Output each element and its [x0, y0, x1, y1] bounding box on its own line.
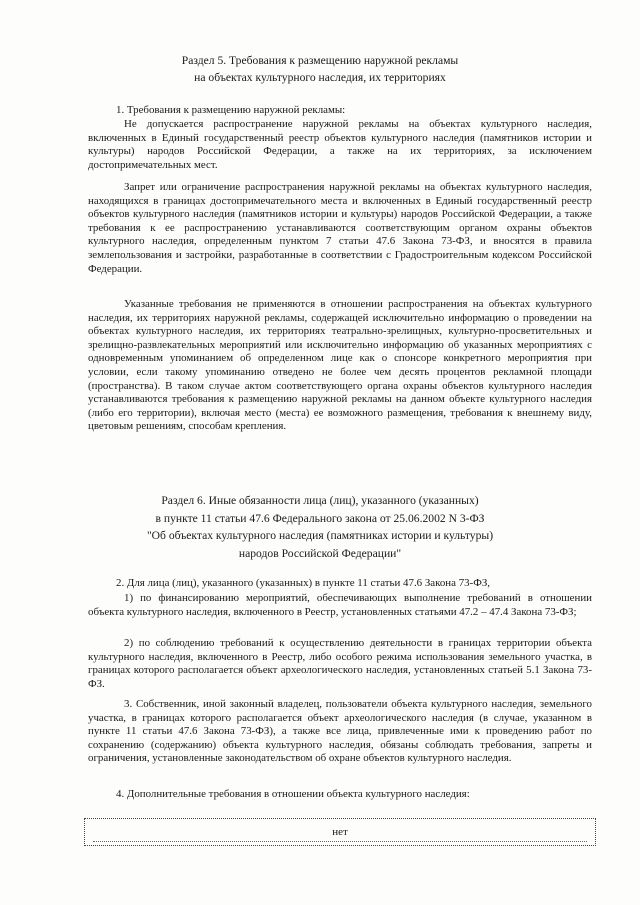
section6-item2-sub2: 2) по соблюдению требований к осуществлению деятельности в границах территории объекта культурного наследия, включенного в Реестр, либо особого режима использования земельного участка, в границах которого располагается объект археологического наследия, установленных статьей 5.1 Закона 73-ФЗ. — [88, 637, 592, 690]
additional-requirements-value: нет — [332, 826, 348, 838]
section6-item2-heading: 2. Для лица (лиц), указанного (указанных) в пункте 11 статьи 47.6 Закона 73-ФЗ, — [116, 577, 490, 589]
additional-requirements-field — [84, 818, 596, 846]
section5-heading — [0, 52, 640, 86]
section5-paragraph-3: Указанные требования не применяются в отношении распространения на объектах культурного наследия, их территориях наружной рекламы, содержащей исключительно информацию о проведении на объектах культурного наследия, их территориях театрально-зрелищных, культурно-просветительных и зрелищно-развлекательных мероприятий или исключительно информацию об указанных мероприятиях с одновременным упоминанием об определенном лице как о спонсоре конкретного мероприятия при условии, если такому упоминанию отведено не более чем десять процентов рекламной площади (пространства). В таком случае актом соответствующего органа охраны объектов культурного наследия устанавливаются требования к размещению наружной рекламы на данном объекте культурного наследия (либо его территории), включая место (места) ее возможного размещения, требования к внешнему виду, цветовым решениям, способам крепления. — [88, 298, 592, 433]
section6-item2-sub1: 1) по финансированию мероприятий, обеспечивающих выполнение требований в отношении объекта культурного наследия, включенного в Реестр, установленных статьями 47.2 – 47.4 Закона 73-ФЗ; — [88, 592, 592, 618]
section6-item4-heading: 4. Дополнительные требования в отношении объекта культурного наследия: — [116, 788, 470, 800]
section5-paragraph-2: Запрет или ограничение распространения наружной рекламы на объектах культурного наследия, находящихся в границах достопримечательного места и включенных в Единый государственный реестр объектов культурного наследия (памятников истории и культуры) народов Российской Федерации, а также требования к ее распространению устанавливаются соответствующим органом охраны объектов культурного наследия, определенным пунктом 7 статьи 47.6 Закона 73-ФЗ, и вносятся в правила землепользования и застройки, разработанные в соответствии с Градостроительным кодексом Российской Федерации. — [88, 181, 592, 275]
section6-title-line3: "Об объектах культурного наследия (памятниках истории и культуры) — [146, 529, 494, 542]
section6-title-line4: народов Российской Федерации" — [238, 546, 402, 560]
section6-title-line2: в пункте 11 статьи 47.6 Федерального закона от 25.06.2002 N 3-ФЗ — [155, 511, 485, 525]
section5-title-line2: на объектах культурного наследия, их территориях — [194, 71, 446, 84]
field-underline — [93, 841, 587, 842]
section5-item1-heading: 1. Требования к размещению наружной рекламы: — [116, 104, 346, 116]
section6-heading — [0, 492, 640, 562]
section5-title-line1: Раздел 5. Требования к размещению наружной рекламы — [181, 54, 459, 67]
section6-title-line1: Раздел 6. Иные обязанности лица (лиц), указанного (указанных) — [161, 494, 479, 507]
section5-paragraph-1: Не допускается распространение наружной рекламы на объектах культурного наследия, включенных в Единый государственный реестр объектов культурного наследия (памятников истории и культуры) народов Российской Федерации, а также на их территориях, за исключением достопримечательных мест. — [88, 118, 592, 171]
section6-paragraph-3: 3. Собственник, иной законный владелец, пользователи объекта культурного наследия, земельного участка, в границах которого располагается объект археологического наследия (в случае, указанном в пункте 11 статьи 47.6 Закона 73-ФЗ), а также все лица, привлеченные ими к проведению работ по сохранению (содержанию) объекта культурного наследия, обязаны соблюдать требования, запреты и ограничения, установленные законодательством об охране объектов культурного наследия. — [88, 698, 592, 765]
